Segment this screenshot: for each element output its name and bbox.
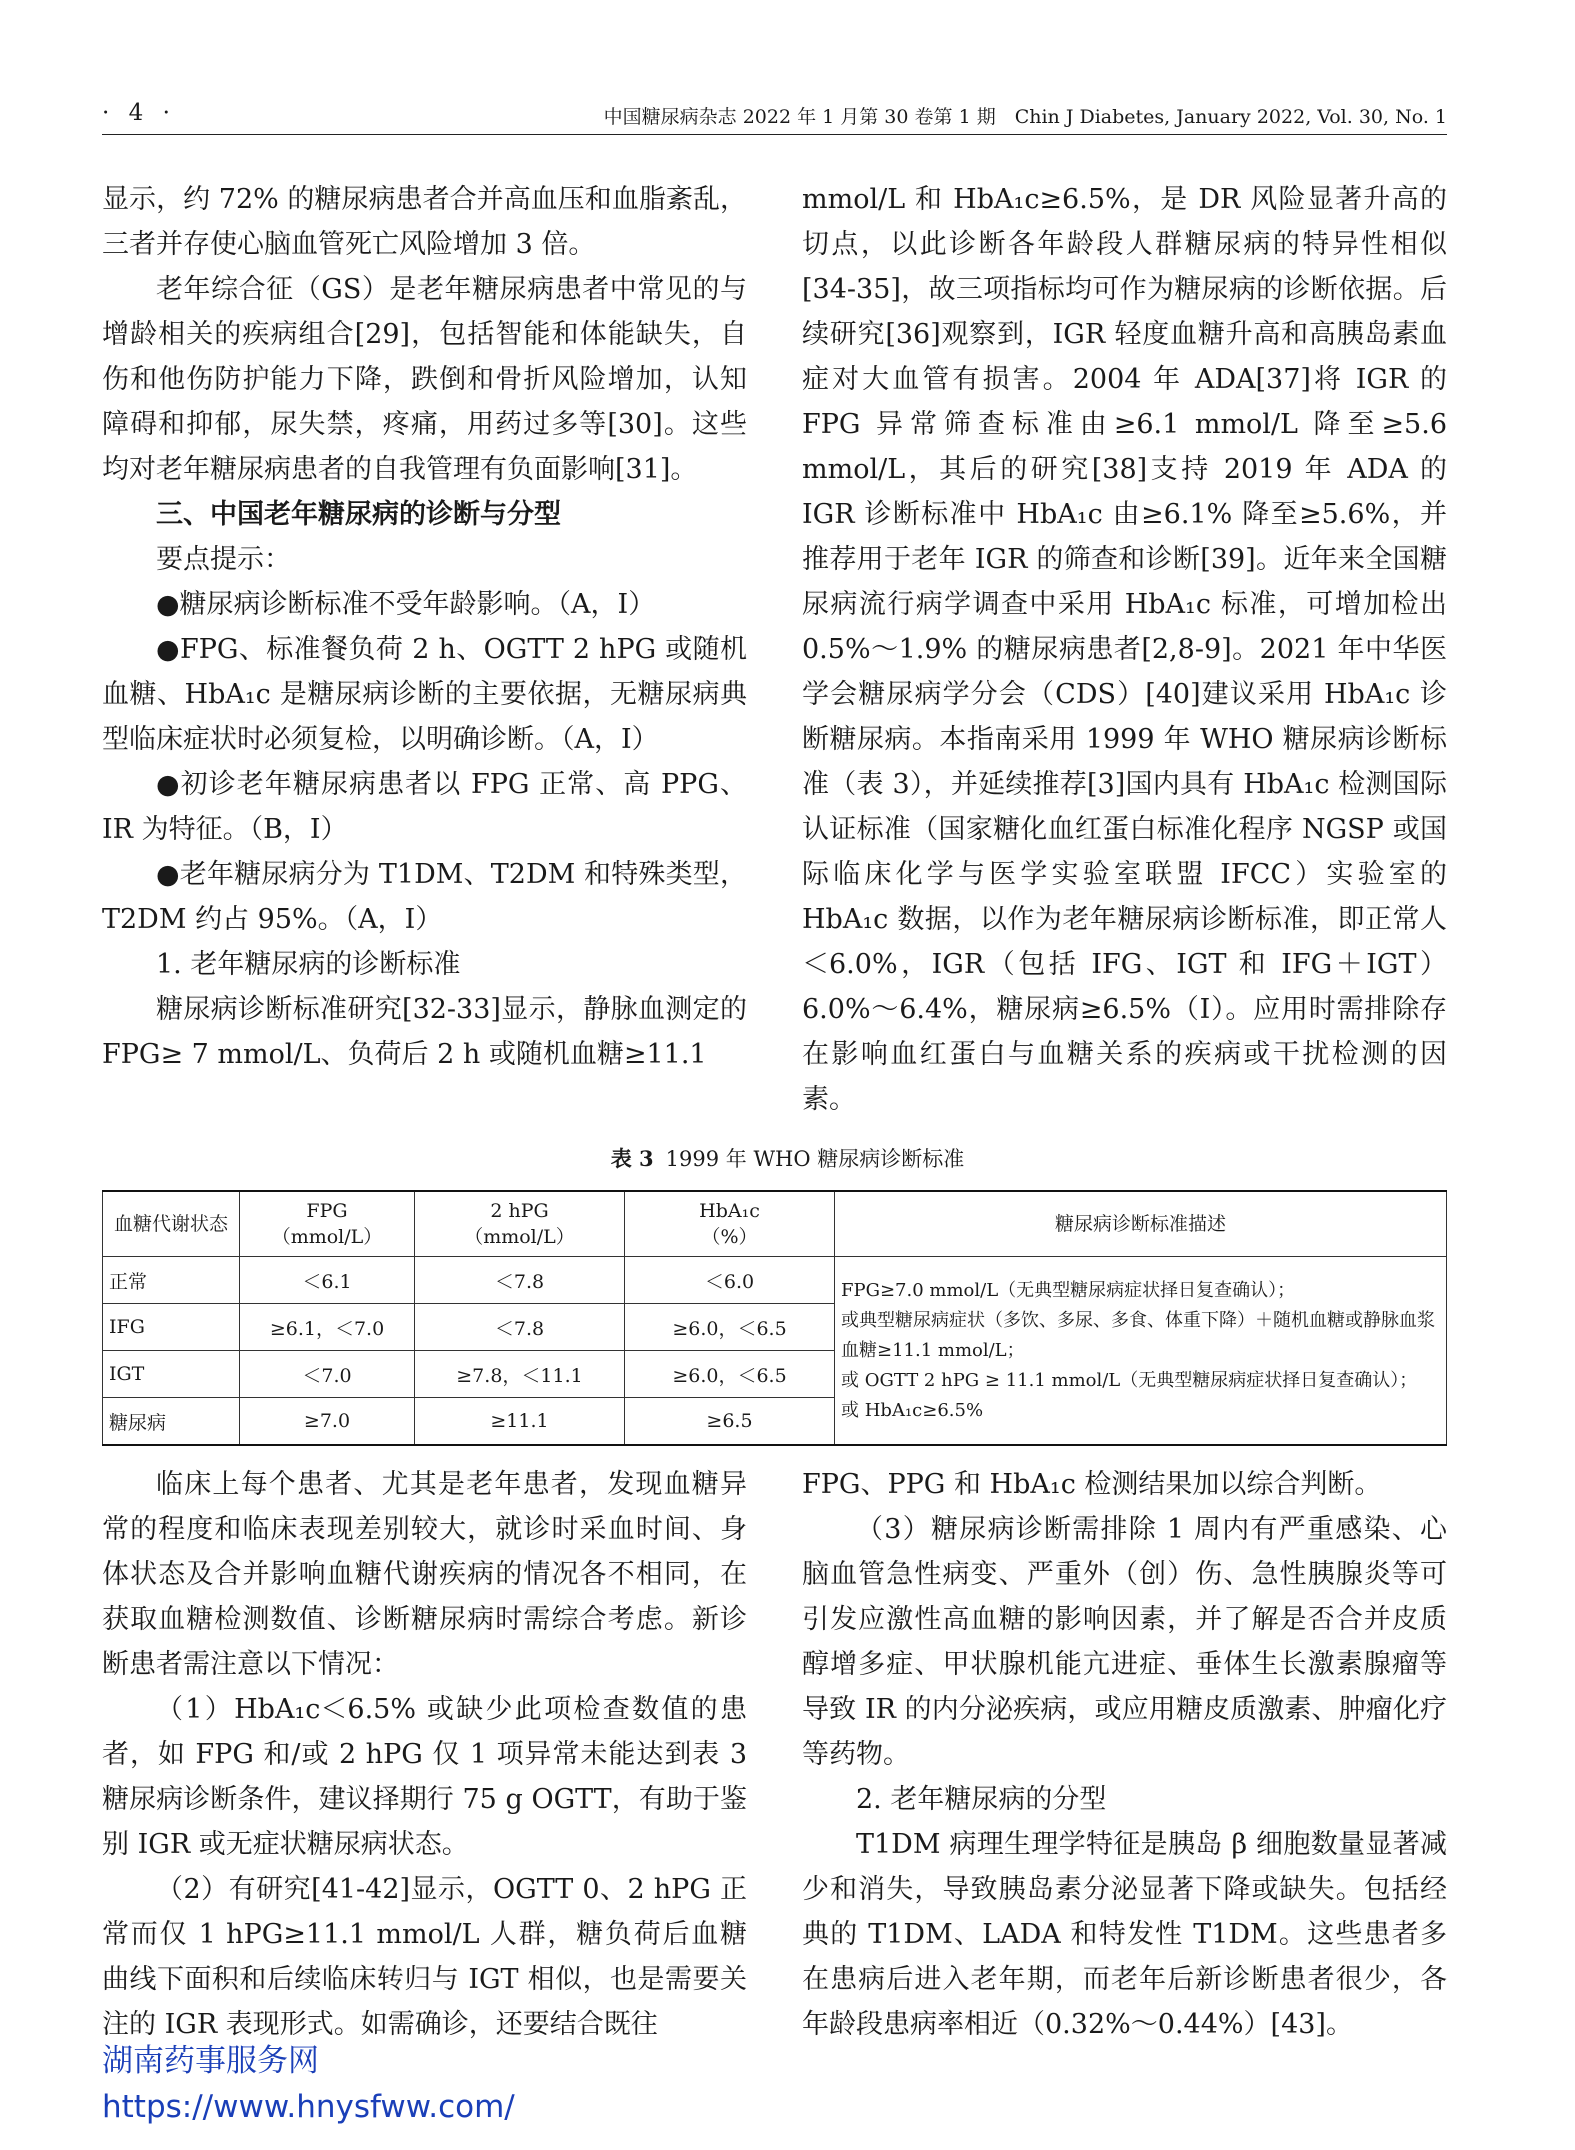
table-cell: ＜7.8 bbox=[415, 1257, 625, 1304]
table-cell: ＜6.1 bbox=[240, 1257, 415, 1304]
watermark-url-link[interactable]: https://www.hnysfww.com/ bbox=[102, 2089, 515, 2125]
left-column-bottom bbox=[102, 1462, 747, 2047]
criteria-line: 或 HbA₁c≥6.5% bbox=[841, 1399, 984, 1421]
table-cell: ≥7.8，＜11.1 bbox=[415, 1351, 625, 1398]
key-point: ●糖尿病诊断标准不受年龄影响。（A，Ⅰ） bbox=[156, 589, 656, 620]
paragraph: （3）糖尿病诊断需排除 1 周内有严重感染、心脑血管急性病变、严重外（创）伤、急性胰腺炎等可引发应激性高血糖的影响因素，并了解是否合并皮质醇增多症、甲状腺机能亢进症、垂体生长激素腺瘤等导致 IR 的内分泌疾病，或应用糖皮质激素、肿瘤化疗等药物。 bbox=[802, 1514, 1447, 1770]
paragraph: （1）HbA₁c＜6.5% 或缺少此项检查数值的患者，如 FPG 和/或 2 hPG 仅 1 项异常未能达到表 3 糖尿病诊断条件，建议择期行 75 g OGTT，有助于鉴别 IGR 或无症状糖尿病状态。 bbox=[102, 1694, 747, 1860]
criteria-description bbox=[835, 1257, 1447, 1446]
table-cell: ≥11.1 bbox=[415, 1398, 625, 1446]
paragraph: 显示，约 72% 的糖尿病患者合并高血压和血脂紊乱，三者并存使心脑血管死亡风险增加 3 倍。 bbox=[102, 184, 747, 260]
table-cell: ≥6.0，＜6.5 bbox=[625, 1351, 835, 1398]
table-cell: IGT bbox=[103, 1351, 240, 1398]
table-cell: ≥7.0 bbox=[240, 1398, 415, 1446]
right-column-bottom bbox=[802, 1462, 1447, 2047]
table-cell: IFG bbox=[103, 1304, 240, 1351]
paragraph: 老年综合征（GS）是老年糖尿病患者中常见的与增龄相关的疾病组合[29]，包括智能和体能缺失，自伤和他伤防护能力下降，跌倒和骨折风险增加，认知障碍和抑郁，尿失禁，疼痛，用药过多等[30]。这些均对老年糖尿病患者的自我管理有负面影响[31]。 bbox=[102, 274, 747, 485]
page-number: · 4 · bbox=[102, 100, 176, 126]
table-cell: ＜6.0 bbox=[625, 1257, 835, 1304]
running-header bbox=[102, 100, 1447, 135]
header-cell: 糖尿病诊断标准描述 bbox=[835, 1191, 1447, 1257]
left-column-top bbox=[102, 177, 747, 1077]
watermark bbox=[102, 2038, 515, 2130]
subsection-heading: 1. 老年糖尿病的诊断标准 bbox=[156, 949, 461, 980]
key-point: ●FPG、标准餐负荷 2 h、OGTT 2 hPG 或随机血糖、HbA₁c 是糖尿病诊断的主要依据，无糖尿病典型临床症状时必须复检，以明确诊断。（A，Ⅰ） bbox=[102, 634, 747, 755]
section-heading: 三、中国老年糖尿病的诊断与分型 bbox=[156, 499, 561, 530]
key-point: ●初诊老年糖尿病患者以 FPG 正常、高 PPG、IR 为特征。（B，Ⅰ） bbox=[102, 769, 747, 845]
table-cell: 糖尿病 bbox=[103, 1398, 240, 1446]
criteria-line: 或 OGTT 2 hPG ≥ 11.1 mmol/L（无典型糖尿病症状择日复查确认）； bbox=[841, 1369, 1418, 1391]
key-point: ●老年糖尿病分为 T1DM、T2DM 和特殊类型，T2DM 约占 95%。（A，Ⅰ） bbox=[102, 859, 747, 935]
subsection-heading: 2. 老年糖尿病的分型 bbox=[856, 1784, 1107, 1815]
diagnosis-criteria-table bbox=[102, 1190, 1447, 1446]
table-header-row bbox=[103, 1191, 1447, 1257]
watermark-site-name: 湖南药事服务网 bbox=[102, 2043, 319, 2079]
header-cell: HbA₁c （%） bbox=[625, 1191, 835, 1257]
table-cell: ≥6.0，＜6.5 bbox=[625, 1304, 835, 1351]
journal-citation: 中国糖尿病杂志 2022 年 1 月第 30 卷第 1 期 Chin J Diabetes, January 2022, Vol. 30, No. 1 bbox=[603, 106, 1447, 128]
table-caption bbox=[0, 1143, 1575, 1173]
criteria-line: FPG≥7.0 mmol/L（无典型糖尿病症状择日复查确认）； bbox=[841, 1279, 1296, 1301]
key-points-label: 要点提示： bbox=[156, 544, 291, 575]
table-cell: ≥6.5 bbox=[625, 1398, 835, 1446]
paragraph: FPG、PPG 和 HbA₁c 检测结果加以综合判断。 bbox=[802, 1469, 1382, 1500]
table-cell: ＜7.8 bbox=[415, 1304, 625, 1351]
paragraph: （2）有研究[41-42]显示，OGTT 0、2 hPG 正常而仅 1 hPG≥11.1 mmol/L 人群，糖负荷后血糖曲线下面积和后续临床转归与 IGT 相似，也是需要关注的 IGR 表现形式。如需确诊，还要结合既往 bbox=[102, 1874, 747, 2040]
paragraph: mmol/L 和 HbA₁c≥6.5%，是 DR 风险显著升高的切点，以此诊断各年龄段人群糖尿病的特异性相似[34-35]，故三项指标均可作为糖尿病的诊断依据。后续研究[36]观察到，IGR 轻度血糖升高和高胰岛素血症对大血管有损害。2004 年 ADA[37]将 IGR 的 FPG 异常筛查标准由≥6.1 mmol/L 降至≥5.6 mmol/L，其后的研究[38]支持 2019 年 ADA 的 IGR 诊断标准中 HbA₁c 由≥6.1% 降至≥5.6%，并推荐用于老年 IGR 的筛查和诊断[39]。近年来全国糖尿病流行病学调查中采用 HbA₁c 标准，可增加检出 0.5%～1.9% 的糖尿病患者[2,8-9]。2021 年中华医学会糖尿病学分会（CDS）[40]建议采用 HbA₁c 诊断糖尿病。本指南采用 1999 年 WHO 糖尿病诊断标准（表 3），并延续推荐[3]国内具有 HbA₁c 检测国际认证标准（国家糖化血红蛋白标准化程序 NGSP 或国际临床化学与医学实验室联盟 IFCC）实验室的 HbA₁c 数据，以作为老年糖尿病诊断标准，即正常人＜6.0%，IGR（包括 IFG、IGT 和 IFG＋IGT）6.0%～6.4%，糖尿病≥6.5%（Ⅰ）。应用时需排除存在影响血红蛋白与血糖关系的疾病或干扰检测的因素。 bbox=[802, 184, 1447, 1115]
right-column-top bbox=[802, 177, 1447, 1122]
paragraph: 糖尿病诊断标准研究[32-33]显示，静脉血测定的 FPG≥ 7 mmol/L、负荷后 2 h 或随机血糖≥11.1 bbox=[102, 994, 747, 1070]
table-row bbox=[103, 1257, 1447, 1304]
header-cell: 2 hPG （mmol/L） bbox=[415, 1191, 625, 1257]
table-label: 表 3 bbox=[610, 1146, 654, 1171]
table-cell: 正常 bbox=[103, 1257, 240, 1304]
header-cell: FPG （mmol/L） bbox=[240, 1191, 415, 1257]
paragraph: T1DM 病理生理学特征是胰岛 β 细胞数量显著减少和消失，导致胰岛素分泌显著下降或缺失。包括经典的 T1DM、LADA 和特发性 T1DM。这些患者多在患病后进入老年期，而老年后新诊断患者很少，各年龄段患病率相近（0.32%～0.44%）[43]。 bbox=[802, 1829, 1447, 2040]
table-cell: ≥6.1，＜7.0 bbox=[240, 1304, 415, 1351]
criteria-line: 或典型糖尿病症状（多饮、多尿、多食、体重下降）＋随机血糖或静脉血浆血糖≥11.1 mmol/L； bbox=[841, 1309, 1435, 1361]
header-cell: 血糖代谢状态 bbox=[103, 1191, 240, 1257]
table-cell: ＜7.0 bbox=[240, 1351, 415, 1398]
paragraph: 临床上每个患者、尤其是老年患者，发现血糖异常的程度和临床表现差别较大，就诊时采血时间、身体状态及合并影响血糖代谢疾病的情况各不相同，在获取血糖检测数值、诊断糖尿病时需综合考虑。新诊断患者需注意以下情况： bbox=[102, 1469, 747, 1680]
table-title: 1999 年 WHO 糖尿病诊断标准 bbox=[665, 1147, 965, 1171]
